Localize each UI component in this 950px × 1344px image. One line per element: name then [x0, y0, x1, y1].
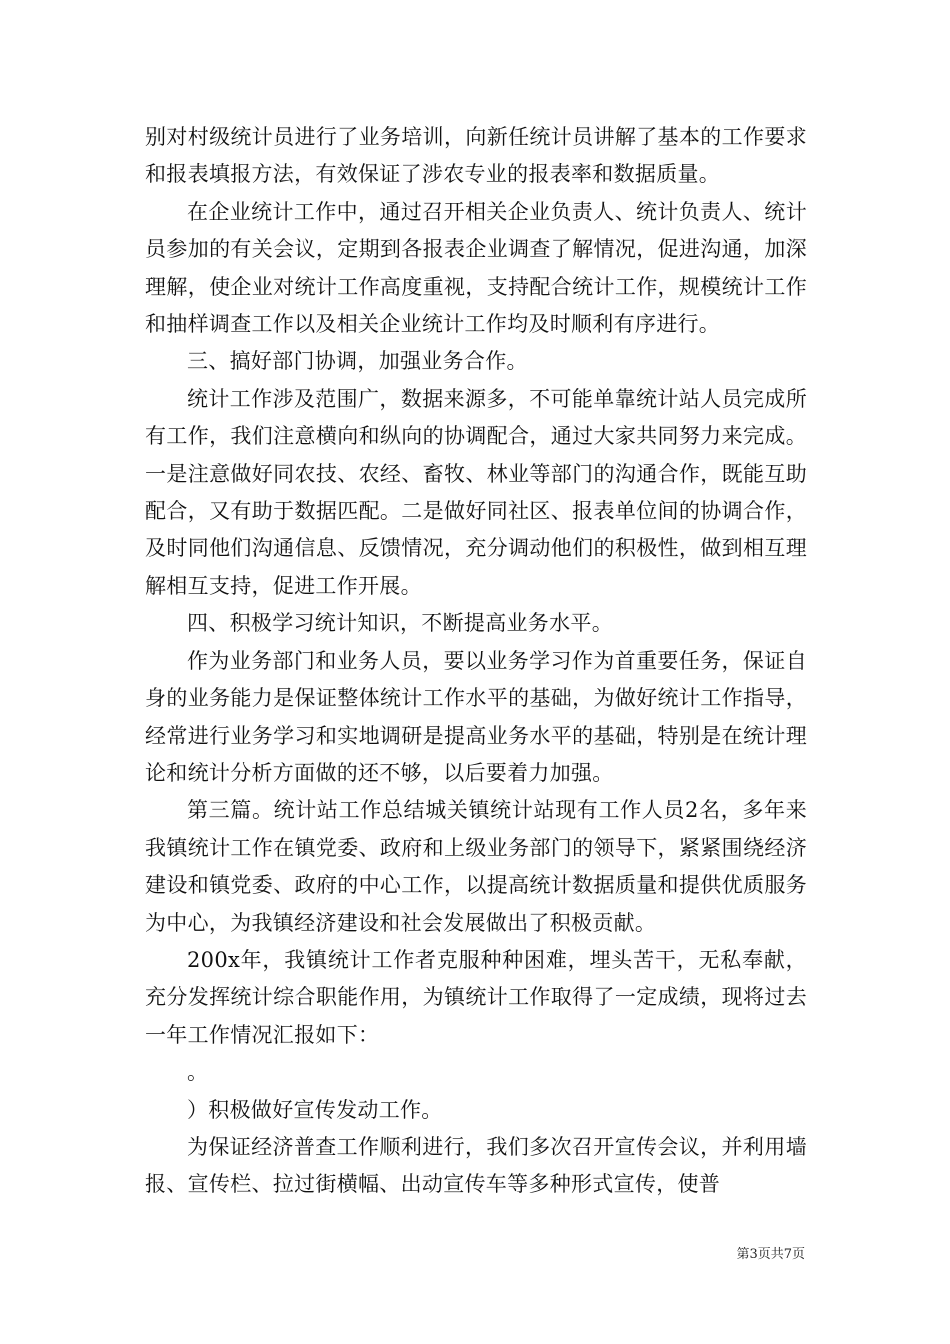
section-heading-4: 四、积极学习统计知识，不断提高业务水平。 [187, 611, 613, 636]
document-body [145, 119, 807, 1204]
paragraph-8: 200x年，我镇统计工作者克服种种困难，埋头苦干，无私奉献，充分发挥统计综合职能作用，为镇统计工作取得了一定成绩，现将过去一年工作情况汇报如下： [145, 947, 807, 1047]
paragraph-1: 别对村级统计员进行了业务培训，向新任统计员讲解了基本的工作要求和报表填报方法，有效保证了涉农专业的报表率和数据质量。 [145, 125, 807, 187]
paragraph-11: 为保证经济普查工作顺利进行，我们多次召开宣传会议，并利用墙报、宣传栏、拉过街横幅、出动宣传车等多种形式宣传，使普 [145, 1134, 807, 1197]
paragraph-2: 在企业统计工作中，通过召开相关企业负责人、统计负责人、统计员参加的有关会议，定期到各报表企业调查了解情况，促进沟通，加深理解，使企业对统计工作高度重视，支持配合统计工作，规模统计工作和抽样调查工作以及相关企业统计工作均及时顺利有序进行。 [145, 199, 807, 337]
paragraph-10: ）积极做好宣传发动工作。 [187, 1097, 443, 1122]
paragraph-7: 第三篇。统计站工作总结城关镇统计站现有工作人员2名，多年来我镇统计工作在镇党委、政府和上级业务部门的领导下，紧紧围绕经济建设和镇党委、政府的中心工作，以提高统计数据质量和提供优质服务为中心，为我镇经济建设和社会发展做出了积极贡献。 [145, 798, 807, 935]
page-number-footer: 第3页共7页 [736, 1247, 805, 1262]
section-heading-3: 三、搞好部门协调，加强业务合作。 [187, 349, 528, 374]
paragraph-6: 作为业务部门和业务人员，要以业务学习作为首重要任务，保证自身的业务能力是保证整体统计工作水平的基础，为做好统计工作指导，经常进行业务学习和实地调研是提高业务水平的基础，特别是在统计理论和统计分析方面做的还不够，以后要着力加强。 [145, 648, 807, 785]
paragraph-9: 。 [187, 1060, 209, 1085]
paragraph-4: 统计工作涉及范围广，数据来源多，不可能单靠统计站人员完成所有工作，我们注意横向和纵向的协调配合，通过大家共同努力来完成。一是注意做好同农技、农经、畜牧、林业等部门的沟通合作，既能互助配合，又有助于数据匹配。二是做好同社区、报表单位间的协调合作，及时同他们沟通信息、反馈情况，充分调动他们的积极性，做到相互理解相互支持，促进工作开展。 [145, 386, 807, 598]
